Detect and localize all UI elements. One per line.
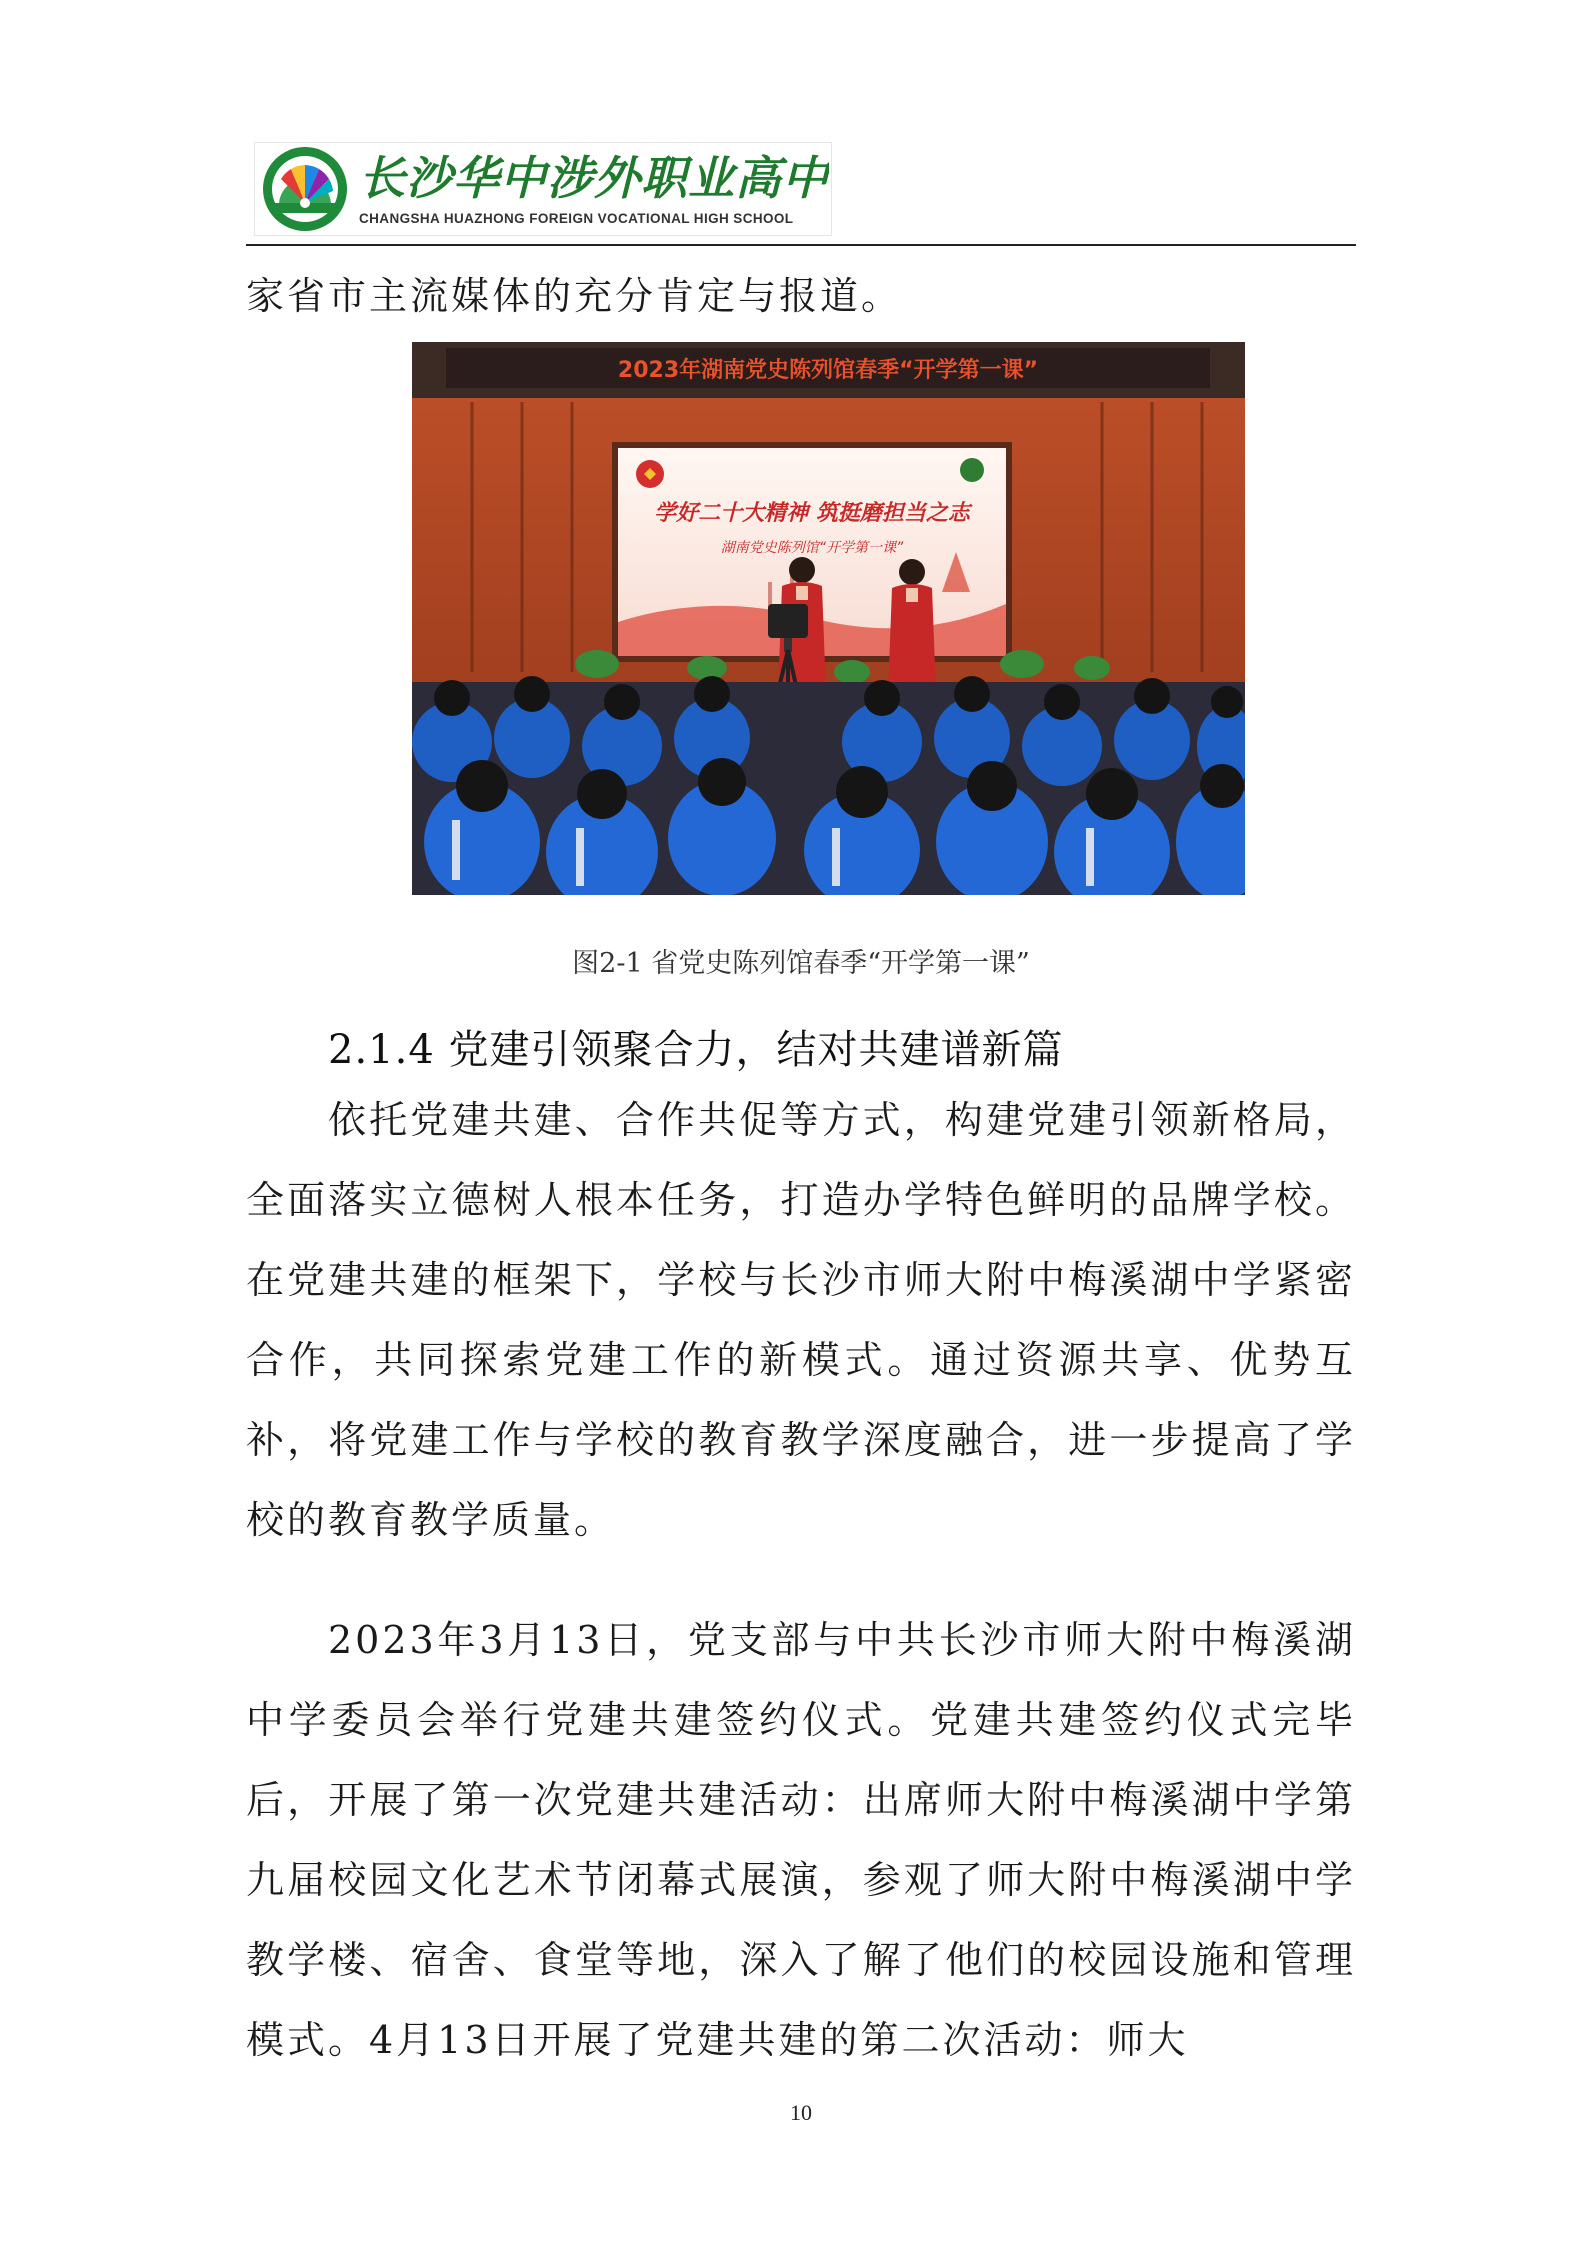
screen-sub-text: 湖南党史陈列馆“开学第一课” bbox=[720, 540, 904, 556]
school-emblem-icon bbox=[261, 145, 349, 233]
school-name-cn: 长沙华中涉外职业高中 bbox=[359, 151, 829, 205]
page-number: 10 bbox=[790, 2100, 812, 2125]
school-name-en: CHANGSHA HUAZHONG FOREIGN VOCATIONAL HIGH SCHOOL bbox=[359, 211, 794, 226]
classroom-photo bbox=[412, 342, 1245, 895]
section-heading: 2.1.4 党建引领聚合力，结对共建谱新篇 bbox=[328, 1027, 1064, 1073]
figure-caption: 图2-1 省党史陈列馆春季“开学第一课” bbox=[572, 948, 1030, 979]
page-header bbox=[246, 140, 1356, 246]
figure-photo bbox=[412, 342, 1245, 895]
continued-text-line: 家省市主流媒体的充分肯定与报道。 bbox=[246, 274, 903, 318]
screen-main-text: 学好二十大精神 筑挺磨担当之志 bbox=[654, 501, 970, 526]
school-logo bbox=[254, 142, 832, 236]
body-paragraph: 2023年3月13日，党支部与中共长沙市师大附中梅溪湖中学委员会举行党建共建签约仪式。党建共建签约仪式完毕后，开展了第一次党建共建活动：出席师大附中梅溪湖中学第九届校园文化艺术节闭幕式展演，参观了师大附中梅溪湖中学教学楼、宿舍、食堂等地，深入了解了他们的校园设施和管理模式。4月13日开展了党建共建的第二次活动：师大 bbox=[246, 1618, 1356, 2062]
body-paragraph: 依托党建共建、合作共促等方式，构建党建引领新格局，全面落实立德树人根本任务，打造办学特色鲜明的品牌学校。在党建共建的框架下，学校与长沙市师大附中梅溪湖中学紧密合作，共同探索党建工作的新模式。通过资源共享、优势互补，将党建工作与学校的教育教学深度融合，进一步提高了学校的教育教学质量。 bbox=[246, 1098, 1356, 1542]
banner-text: 2023年湖南党史陈列馆春季“开学第一课” bbox=[617, 358, 1039, 383]
